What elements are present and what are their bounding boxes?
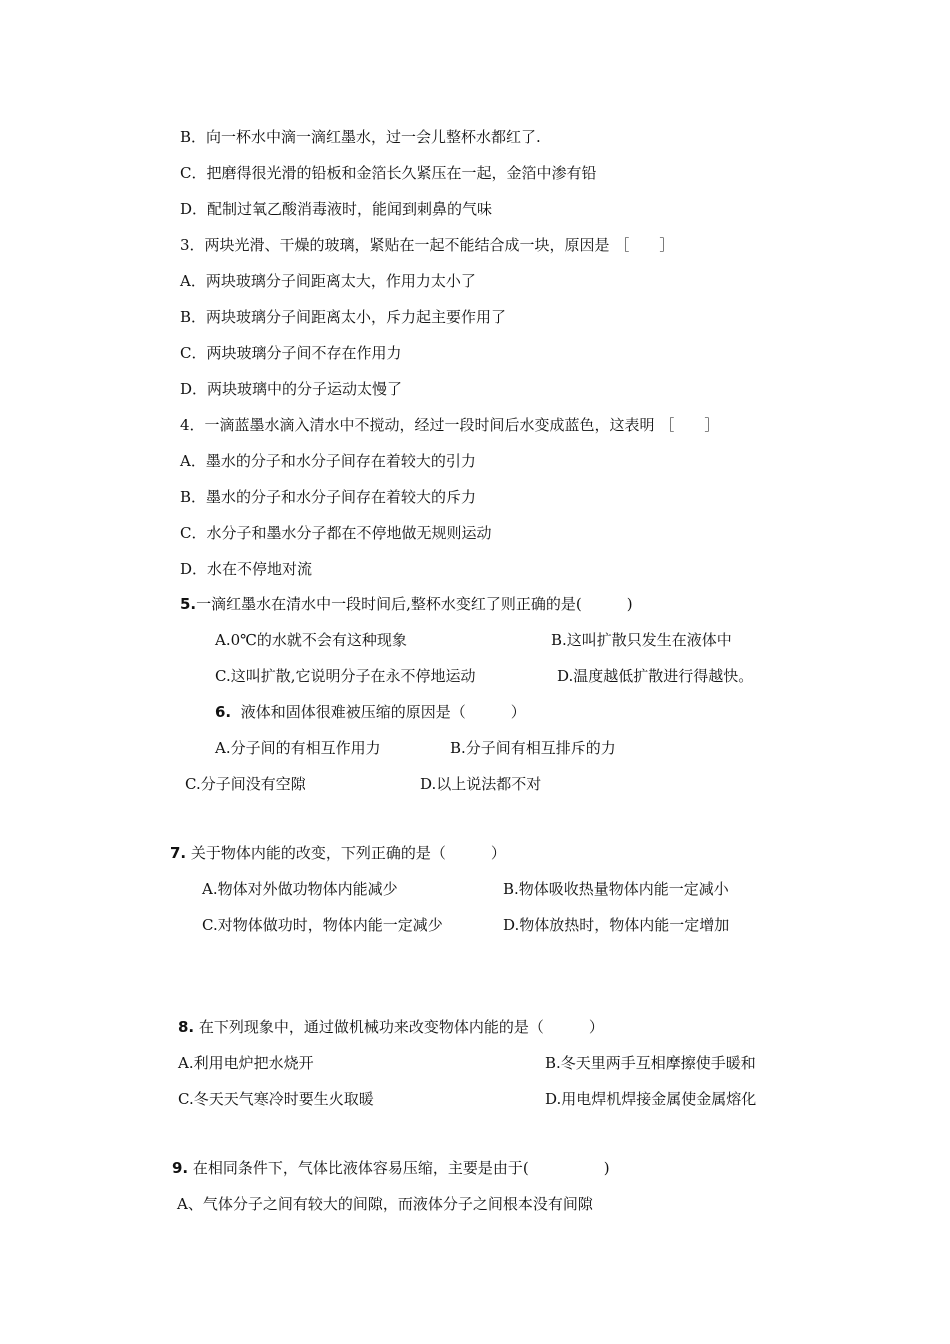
q9-number: 9.: [172, 1159, 189, 1177]
q5-stem: 一滴红墨水在清水中一段时间后,整杯水变红了则正确的是( ): [196, 595, 633, 613]
q7-option-a: A.物体对外做功物体内能减少: [202, 880, 398, 898]
q4-option-b: B．墨水的分子和水分子间存在着较大的斥力: [180, 488, 477, 506]
q6-stem: 液体和固体很难被压缩的原因是（ ）: [240, 703, 526, 721]
q3-option-a: A．两块玻璃分子间距离太大，作用力太小了: [180, 272, 476, 290]
q8-stem-line: [178, 1017, 604, 1037]
q8-option-c: C.冬天天气寒冷时要生火取暖: [178, 1090, 374, 1108]
q2-option-c: C．把磨得很光滑的铅板和金箔长久紧压在一起，金箔中渗有铅: [180, 164, 597, 182]
q9-option-a: A、气体分子之间有较大的间隙，而液体分子之间根本没有间隙: [177, 1195, 593, 1213]
q8-option-a: A.利用电炉把水烧开: [178, 1054, 314, 1072]
q7-number: 7.: [170, 844, 187, 862]
q4-option-a: A．墨水的分子和水分子间存在着较大的引力: [180, 452, 476, 470]
q5-stem-line: [180, 594, 633, 614]
q7-stem: 关于物体内能的改变，下列正确的是（ ）: [190, 844, 506, 862]
q6-option-d: D.以上说法都不对: [420, 775, 542, 793]
q6-stem-line: [215, 702, 526, 722]
q7-option-c: C.对物体做功时，物体内能一定减少: [202, 916, 443, 934]
q5-option-a: A.0℃的水就不会有这种现象: [215, 631, 407, 649]
q2-option-b: B．向一杯水中滴一滴红墨水，过一会儿整杯水都红了.: [180, 128, 541, 146]
q4-option-d: D．水在不停地对流: [180, 560, 313, 578]
q2-option-d: D．配制过氧乙酸消毒液时，能闻到刺鼻的气味: [180, 200, 493, 218]
q9-stem: 在相同条件下，气体比液体容易压缩，主要是由于( ): [192, 1159, 610, 1177]
q6-number: 6.: [215, 703, 232, 721]
q4-option-c: C．水分子和墨水分子都在不停地做无规则运动: [180, 524, 492, 542]
q9-stem-line: [172, 1158, 610, 1178]
q7-option-b: B.物体吸收热量物体内能一定减小: [503, 880, 729, 898]
q5-option-c: C.这叫扩散,它说明分子在永不停地运动: [215, 667, 476, 685]
q8-option-b: B.冬天里两手互相摩擦使手暖和: [545, 1054, 756, 1072]
q8-stem: 在下列现象中，通过做机械功来改变物体内能的是（ ）: [198, 1018, 604, 1036]
q6-option-c: C.分子间没有空隙: [185, 775, 306, 793]
q3-option-b: B．两块玻璃分子间距离太小，斥力起主要作用了: [180, 308, 507, 326]
q3-stem: 3．两块光滑、干燥的玻璃，紧贴在一起不能结合成一块，原因是 ［ ］: [180, 236, 675, 254]
q3-option-c: C．两块玻璃分子间不存在作用力: [180, 344, 402, 362]
q6-option-a: A.分子间的有相互作用力: [215, 739, 381, 757]
q5-option-d: D.温度越低扩散进行得越快。: [557, 667, 754, 685]
q5-number: 5.: [180, 595, 197, 613]
q3-option-d: D．两块玻璃中的分子运动太慢了: [180, 380, 403, 398]
q5-option-b: B.这叫扩散只发生在液体中: [551, 631, 732, 649]
q6-option-b: B.分子间有相互排斥的力: [450, 739, 616, 757]
q7-option-d: D.物体放热时，物体内能一定增加: [503, 916, 730, 934]
q8-option-d: D.用电焊机焊接金属使金属熔化: [545, 1090, 757, 1108]
q7-stem-line: [170, 843, 506, 863]
q4-stem: 4．一滴蓝墨水滴入清水中不搅动，经过一段时间后水变成蓝色，这表明 ［ ］: [180, 416, 720, 434]
q8-number: 8.: [178, 1018, 195, 1036]
